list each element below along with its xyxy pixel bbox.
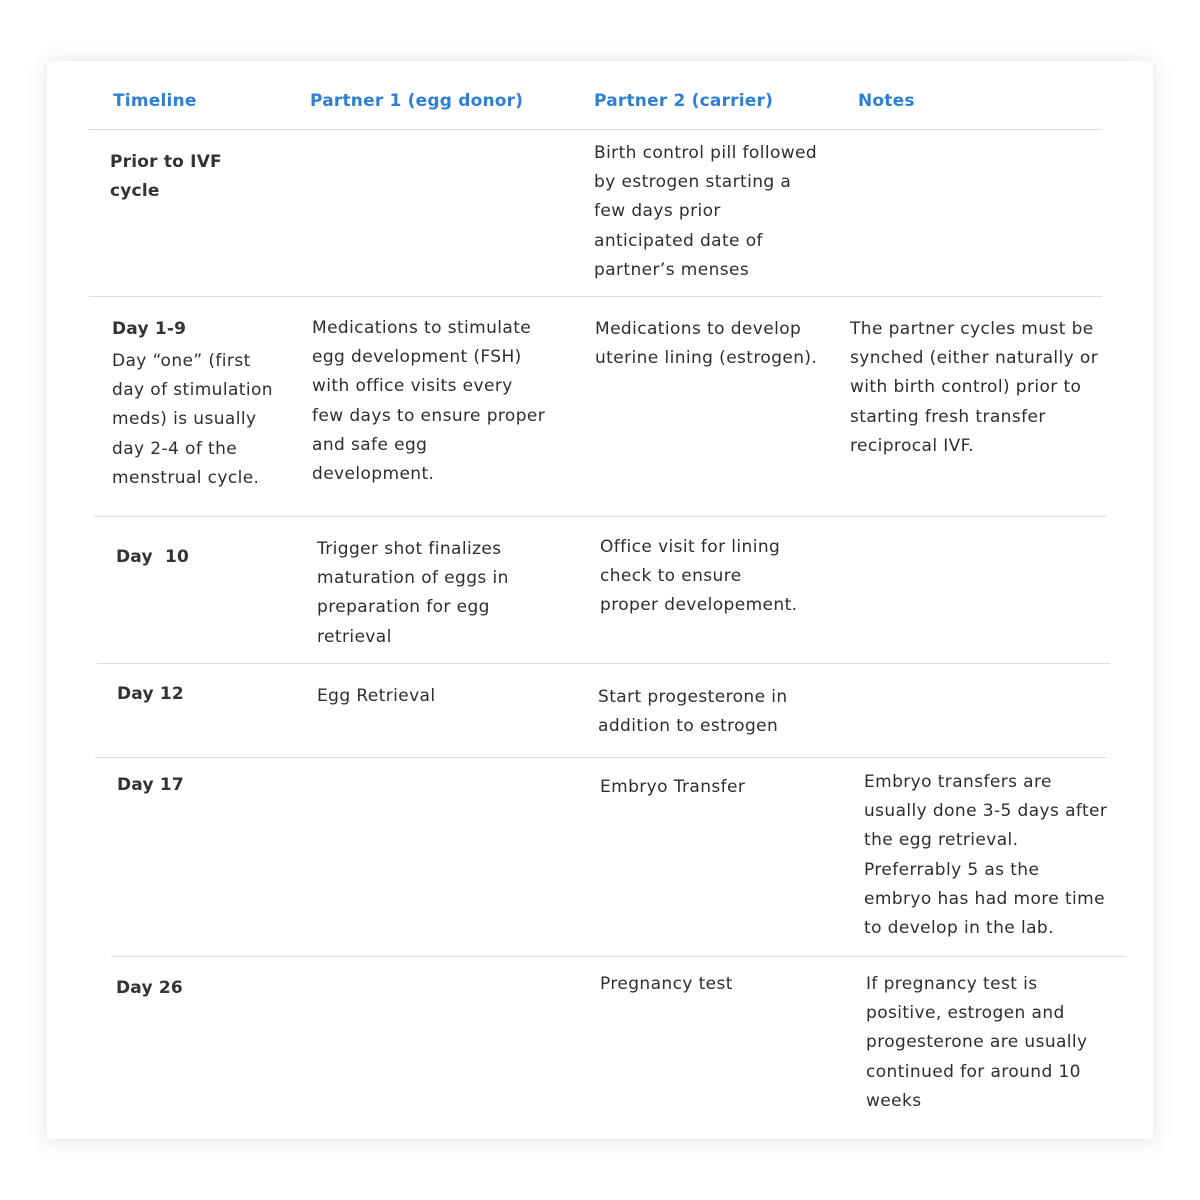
row-day10-timeline: Day 10 [116, 547, 190, 567]
row-day10-partner2: Office visit for lining check to ensure proper developement. [600, 537, 798, 616]
row-prior-partner2: Birth control pill followed by estrogen starting a few days prior anticipated date of partner’s menses [594, 143, 818, 280]
row-day10-partner1: Trigger shot finalizes maturation of eggs in preparation for egg retrieval [317, 539, 509, 647]
ivf-timeline-card [47, 61, 1153, 1139]
row-day1-9-partner1: Medications to stimulate egg development (FSH) with office visits every few days to ensure proper and safe egg development. [312, 318, 546, 485]
row-day17-timeline: Day 17 [117, 775, 184, 795]
header-divider [89, 129, 1102, 130]
header-timeline: Timeline [113, 91, 197, 111]
row-day12-partner2: Start progesterone in addition to estrogen [598, 687, 788, 737]
row-day1-9-timeline: Day 1-9 [112, 319, 187, 339]
row-day12-timeline: Day 12 [117, 684, 184, 704]
row-day1-9-notes: The partner cycles must be synched (either naturally or with birth control) prior to starting fresh transfer reciprocal IVF. [850, 319, 1099, 456]
header-partner2: Partner 2 (carrier) [594, 91, 774, 111]
row-day26-timeline: Day 26 [116, 978, 183, 998]
header-partner1: Partner 1 (egg donor) [310, 91, 524, 111]
row-day26-partner2: Pregnancy test [600, 974, 733, 994]
row-day1-9-partner2: Medications to develop uterine lining (estrogen). [595, 319, 818, 369]
row-day26-notes: If pregnancy test is positive, estrogen and progesterone are usually continued for around 10 weeks [866, 974, 1088, 1111]
row-divider [94, 516, 1107, 517]
row-prior-timeline: Prior to IVF cycle [110, 152, 222, 201]
row-divider [89, 296, 1102, 297]
row-day1-9-timeline-note: Day “one” (first day of stimulation meds) is usually day 2-4 of the menstrual cycle. [112, 351, 273, 488]
header-notes: Notes [858, 91, 915, 111]
row-divider [97, 663, 1110, 664]
row-day12-partner1: Egg Retrieval [317, 686, 436, 706]
row-divider [95, 757, 1107, 758]
row-day17-notes: Embryo transfers are usually done 3-5 days after the egg retrieval. Preferrably 5 as the embryo has had more time to develop in the lab. [864, 772, 1108, 939]
row-divider [111, 956, 1125, 957]
row-day17-partner2: Embryo Transfer [600, 777, 746, 797]
